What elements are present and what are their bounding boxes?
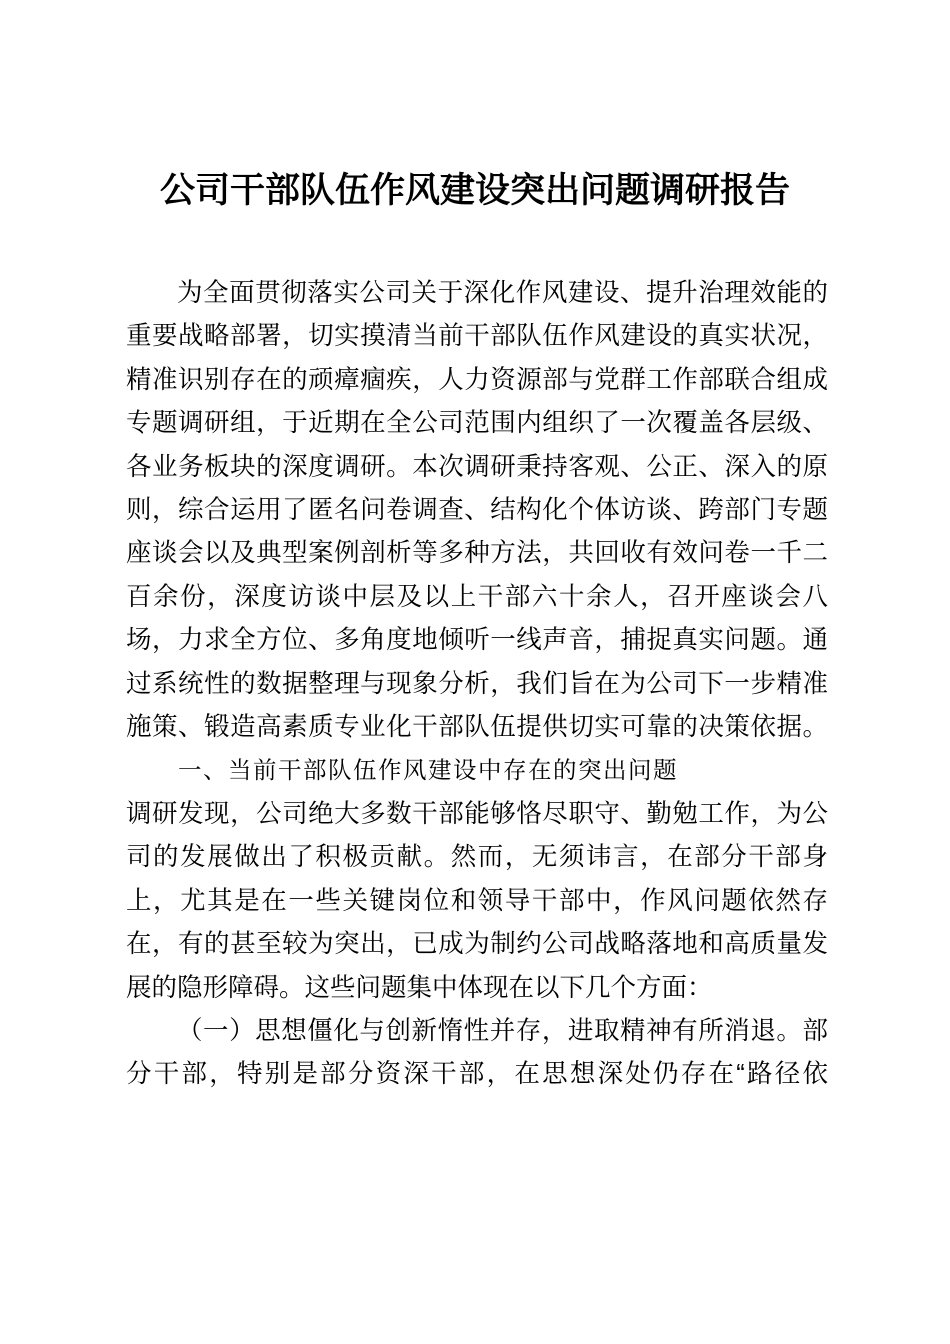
paragraph1-line: 为全面贯彻落实公司关于深化作风建设、提升治理效能的: [177, 279, 828, 307]
paragraph1-line: 精准识别存在的顽瘴痼疾，人力资源部与党群工作部联合组成: [126, 365, 828, 394]
paragraph1-line: 则，综合运用了匿名问卷调查、结构化个体访谈、跨部门专题: [126, 496, 828, 525]
document-body: [126, 272, 828, 1097]
paragraph2-line: 上，尤其是在一些关键岗位和领导干部中，作风问题依然存: [126, 886, 828, 915]
paragraph2-line: 调研发现，公司绝大多数干部能够恪尽职守、勤勉工作，为公: [126, 799, 828, 828]
paragraph2-line: 司的发展做出了积极贡献。然而，无须讳言，在部分干部身: [126, 843, 828, 872]
paragraph3-line: 分干部，特别是部分资深干部，在思想深处仍存在“路径依: [126, 1060, 828, 1089]
paragraph1-line: 施策、锻造高素质专业化干部队伍提供切实可靠的决策依据。: [126, 713, 828, 742]
paragraph1-line: 座谈会以及典型案例剖析等多种方法，共回收有效问卷一千二: [126, 539, 828, 568]
paragraph3-line: （一）思想僵化与创新惰性并存，进取精神有所消退。部: [177, 1016, 828, 1045]
paragraph2-line: 在，有的甚至较为突出，已成为制约公司战略落地和高质量发: [126, 930, 828, 959]
paragraph1-line: 百余份，深度访谈中层及以上干部六十余人，召开座谈会八: [126, 582, 828, 611]
section1-heading: 一、当前干部队伍作风建设中存在的突出问题: [178, 757, 678, 784]
paragraph1-line: 过系统性的数据整理与现象分析，我们旨在为公司下一步精准: [126, 669, 828, 698]
document-title: 公司干部队伍作风建设突出问题调研报告: [159, 171, 790, 210]
paragraph1-line: 重要战略部署，切实摸清当前干部队伍作风建设的真实状况，: [126, 322, 828, 351]
paragraph1-line: 专题调研组，于近期在全公司范围内组织了一次覆盖各层级、: [126, 409, 828, 438]
paragraph1-line: 各业务板块的深度调研。本次调研秉持客观、公正、深入的原: [126, 452, 828, 481]
paragraph2-line: 展的隐形障碍。这些问题集中体现在以下几个方面：: [126, 973, 713, 1002]
paragraph1-line: 场，力求全方位、多角度地倾听一线声音，捕捉真实问题。通: [126, 626, 828, 655]
